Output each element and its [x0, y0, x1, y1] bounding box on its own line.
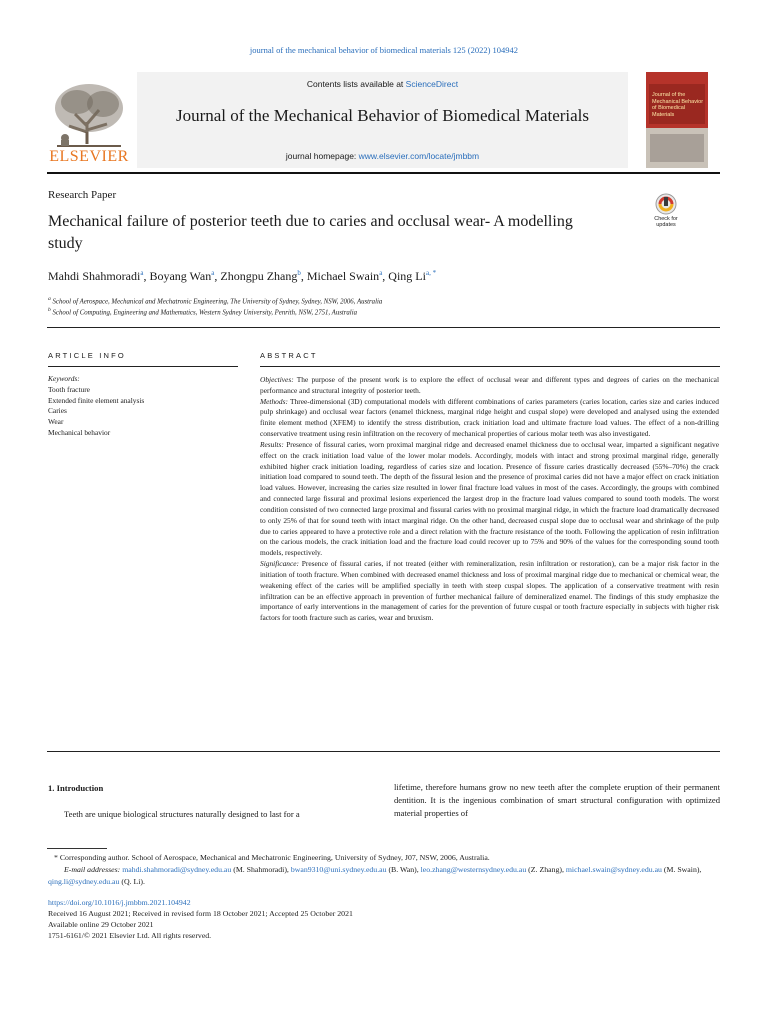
methods-label: Methods: [260, 396, 288, 406]
author-separator: , [143, 269, 150, 283]
keyword-item: Wear [48, 417, 64, 427]
objectives-text: The purpose of the present work is to explore the effect of occlusal wear and different types and degrees of caries on the mechanical performance and structural integrity of posterior teeth. [260, 375, 719, 395]
abstract-body [260, 375, 719, 624]
email-link[interactable]: mahdi.shahmoradi@sydney.edu.au [122, 865, 232, 874]
author-list [48, 269, 436, 284]
journal-citation[interactable]: journal of the mechanical behavior of biomedical materials 125 (2022) 104942 [249, 45, 519, 55]
abstract-heading: ABSTRACT [260, 351, 318, 360]
author-separator: , [300, 269, 307, 283]
section-heading-introduction: 1. Introduction [48, 783, 104, 793]
significance-text: Presence of fissural caries, if not treated (either with remineralization, resin infiltration or restoration), can be a major risk factor in the initiation of tooth fracture. When combined with decreased enamel thickness and loss of proximal marginal ridge due to mechanical or chemical wear, the weakening effect of the caries will be amplified specially in teeth with steep cuspal slopes. The application of a conservative treatment with resin infiltration can be an effective approach in prevention of further mechanical failure of demineralized enamel. The findings of this study emphasize the importance of early interventions in the management of caries for the prevention of future cuspal or tooth fracture especially in subjects with higher risk factors for tooth fracture such as caries, wear and bruxism. [260, 559, 719, 623]
email-owner: (Q. Li). [119, 876, 145, 886]
journal-cover[interactable] [646, 72, 708, 168]
objectives-label: Objectives: [260, 375, 294, 384]
received-dates: Received 16 August 2021; Received in revised form 18 October 2021; Accepted 25 October 2021 [48, 909, 353, 918]
corresponding-author-note: * Corresponding author. School of Aerospace, Mechanical and Mechatronic Engineering, University of Sydney, J07, NSW, 2006, Australia. [54, 853, 490, 862]
contents-line [137, 79, 628, 89]
keywords-block [48, 374, 238, 439]
keyword-item: Extended finite element analysis [48, 395, 145, 405]
footnote-rule [47, 848, 107, 849]
sciencedirect-link[interactable]: ScienceDirect [405, 79, 459, 89]
results-label: Results: [260, 439, 284, 449]
check-updates-label: Check for updates [654, 216, 678, 228]
author-affiliation-mark[interactable]: a [379, 269, 383, 277]
homepage-link[interactable]: www.elsevier.com/locate/jmbbm [358, 151, 480, 161]
cover-title: Journal of the Mechanical Behavior of Biomedical Materials [652, 92, 704, 118]
email-owner: (M. Swain), [661, 865, 702, 874]
journal-title: Journal of the Mechanical Behavior of Biomedical Materials [175, 106, 590, 125]
cover-image [646, 72, 708, 168]
email-link[interactable]: leo.zhang@westernsydney.edu.au [420, 865, 527, 874]
affiliation-text: School of Computing, Engineering and Mathematics, Western Sydney University, Penrith, NSW, 2751, Australia [52, 309, 357, 317]
email-label: E-mail addresses: [64, 865, 121, 874]
contents-prefix: Contents lists available at [306, 79, 406, 89]
methods-text: Three-dimensional (3D) computational models with different combinations of caries parameters (caries location, caries size and caries induced pulp shrinkage) and occlusal wear factors (enamel thickness, marginal ridge height and cuspal slope) were developed and analysed using the extended finite element method (XFEM) to identify the stress distribution, crack initiation load and ultimate fracture load values. The effect of a non-drilling conservative treatment using resin infiltration on the recovery of mechanical properties of carious molar teeth was also investigated. [260, 396, 719, 439]
email-link[interactable]: qing.li@sydney.edu.au [48, 876, 120, 886]
available-online: Available online 29 October 2021 [48, 920, 154, 929]
affiliation-mark: a [48, 296, 51, 302]
results-text: Presence of fissural caries, worn proximal marginal ridge and decreased enamel thickness due to occlusal wear, imparted a significant negative effect on the crack initiation load value of the lower molar models. Accordingly, models with intact and strong proximal marginal ridge, generally exhibited higher crack initiation loading, regardless of caries size and location. Presence of fissure caries drastically decreased (55%–70%) the crack initiation load compared to sound teeth. The depth of the fissural lesion and the presence of proximal caries did not have a major effect on crack initiation load values. However, increasing the caries size resulted in lower final fracture load values in most of the cases. Accordingly, the groups with combined and connected large fissural and proximal lesions experienced the largest drop in the fracture load values compared to sound tooth models. The worst condition consisted of two connected large proximal and fissural caries with no proximal marginal ridge, in which the fracture load dramatically decreased to only 25% of that for sound teeth with intact marginal ridge. On the other hand, decreased cuspal slope due to occlusal wear and shrinkage of the pulp due to caries appeared to have a protective role and a direct relation with the fracture resistance of the tooth. Following the application of resin infiltration on the carious models, the crack initiation load and the fracture load could recover up to 75% and 90% of the values for the corresponding sound tooth models, respectively. [260, 439, 719, 558]
check-for-updates-badge[interactable] [644, 192, 688, 232]
check-updates-icon [644, 192, 688, 218]
abstract-end-rule [47, 751, 720, 752]
email-link[interactable]: michael.swain@sydney.edu.au [565, 865, 662, 874]
affiliation-b [48, 307, 357, 316]
abstract-rule [260, 366, 720, 367]
homepage-prefix: journal homepage: [285, 151, 359, 161]
email-owner: (B. Wan), [386, 865, 421, 874]
affiliation-a [48, 296, 382, 305]
copyright: 1751-6161/© 2021 Elsevier Ltd. All rights reserved. [48, 931, 212, 940]
title-rule [47, 327, 720, 328]
email-addresses [48, 864, 720, 887]
doi-link[interactable]: https://doi.org/10.1016/j.jmbbm.2021.104942 [48, 898, 191, 907]
abstract-objectives [260, 375, 719, 397]
author-name[interactable]: Boyang Wan [149, 269, 212, 283]
elsevier-logo [47, 74, 131, 166]
email-link[interactable]: bwan9310@uni.sydney.edu.au [290, 865, 387, 874]
author-separator: , [382, 269, 389, 283]
keyword-item: Tooth fracture [48, 384, 90, 394]
article-title: Mechanical failure of posterior teeth due to caries and occlusal wear- A modelling study [48, 213, 573, 252]
abstract-methods [260, 397, 719, 440]
author-affiliation-mark[interactable]: b [297, 269, 301, 277]
abstract-significance [260, 559, 719, 624]
affiliation-text: School of Aerospace, Mechanical and Mechatronic Engineering, The University of Sydney, Sydney, NSW, 2006, Australia [52, 298, 383, 306]
article-info-rule [48, 366, 238, 367]
email-owner: (M. Shahmoradi), [231, 865, 291, 874]
header-rule [47, 172, 720, 174]
intro-right-paragraph: lifetime, therefore humans grow no new teeth after the complete eruption of their permanent dentition. It is the ingenious combination of smart structural configuration with optimized material properties of [394, 782, 720, 818]
author-name[interactable]: Zhongpu Zhang [220, 269, 298, 283]
author-affiliation-mark[interactable]: a [211, 269, 215, 277]
author-affiliation-mark[interactable]: a, * [425, 269, 437, 277]
email-owner: (Z. Zhang), [526, 865, 566, 874]
elsevier-wordmark: ELSEVIER [49, 148, 129, 165]
keyword-item: Mechanical behavior [48, 427, 111, 437]
author-name[interactable]: Qing Li [388, 269, 426, 283]
article-info-heading: ARTICLE INFO [48, 351, 126, 360]
author-affiliation-mark[interactable]: a [140, 269, 144, 277]
author-separator: , [214, 269, 221, 283]
affiliation-mark: b [48, 307, 51, 313]
keyword-item: Caries [48, 406, 67, 416]
author-name[interactable]: Mahdi Shahmoradi [48, 269, 141, 283]
intro-left-paragraph: Teeth are unique biological structures naturally designed to last for a [64, 809, 300, 819]
keywords-label: Keywords: [48, 374, 80, 383]
homepage-line [137, 151, 628, 161]
author-name[interactable]: Michael Swain [306, 269, 380, 283]
significance-label: Significance: [260, 559, 299, 569]
article-type: Research Paper [48, 189, 117, 201]
abstract-results [260, 440, 719, 559]
